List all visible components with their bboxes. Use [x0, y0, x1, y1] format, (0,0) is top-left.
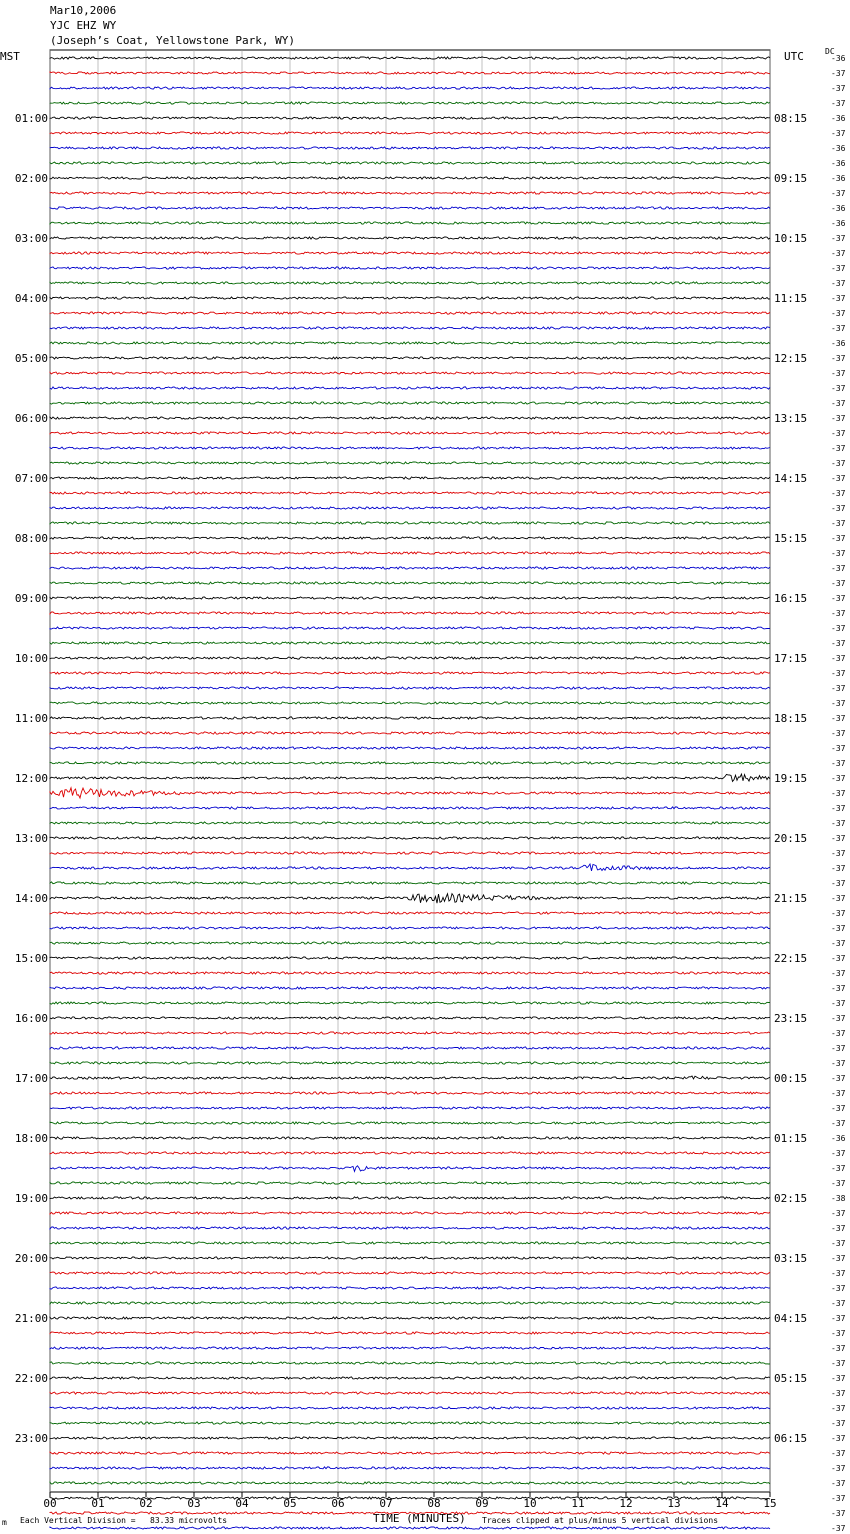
- trace-line: [50, 1497, 770, 1499]
- trace-line: [50, 357, 770, 359]
- x-tick-label: 15: [763, 1497, 777, 1510]
- trace-line: [50, 1166, 770, 1172]
- dc-offset-label: -36: [831, 54, 846, 63]
- dc-offset-label: -37: [831, 609, 846, 618]
- dc-offset-label: -37: [831, 654, 846, 663]
- dc-offset-label: -37: [831, 894, 846, 903]
- dc-offset-label: -36: [831, 114, 846, 123]
- dc-offset-label: -36: [831, 204, 846, 213]
- dc-offset-label: -37: [831, 684, 846, 693]
- trace-line: [50, 1527, 770, 1529]
- dc-offset-label: -37: [831, 534, 846, 543]
- dc-offset-label: -36: [831, 159, 846, 168]
- trace-line: [50, 822, 770, 824]
- trace-line: [50, 102, 770, 104]
- trace-line: [50, 1047, 770, 1049]
- dc-offset-label: -37: [831, 414, 846, 423]
- x-tick-label: 13: [667, 1497, 681, 1510]
- right-hour-label: 05:15: [774, 1372, 808, 1385]
- left-hour-label: 21:00: [14, 1312, 48, 1325]
- dc-offset-label: -37: [831, 909, 846, 918]
- dc-offset-label: -37: [831, 1464, 846, 1473]
- dc-offset-label: -37: [831, 279, 846, 288]
- trace-line: [50, 462, 770, 464]
- dc-offset-label: -37: [831, 1119, 846, 1128]
- scale-marker: m: [2, 1518, 7, 1527]
- left-hour-label: 18:00: [14, 1132, 48, 1145]
- dc-offset-label: -37: [831, 924, 846, 933]
- x-tick-label: 03: [187, 1497, 201, 1510]
- dc-offset-label: -37: [831, 1149, 846, 1158]
- dc-offset-label: -37: [831, 759, 846, 768]
- left-hour-label: 16:00: [14, 1012, 48, 1025]
- right-hour-label: 01:15: [774, 1132, 808, 1145]
- trace-line: [50, 192, 770, 194]
- dc-offset-label: -37: [831, 954, 846, 963]
- trace-line: [50, 1467, 770, 1469]
- dc-offset-label: -37: [831, 369, 846, 378]
- left-hour-label: 14:00: [14, 892, 48, 905]
- plot-frame: [50, 50, 770, 1492]
- x-tick-label: 09: [475, 1497, 489, 1510]
- trace-line: [50, 267, 770, 269]
- right-hour-label: 14:15: [774, 472, 808, 485]
- dc-offset-label: -37: [831, 1074, 846, 1083]
- trace-line: [50, 1107, 770, 1109]
- dc-offset-label: -37: [831, 129, 846, 138]
- dc-offset-label: -37: [831, 1059, 846, 1068]
- dc-offset-label: -37: [831, 504, 846, 513]
- trace-line: [50, 1452, 770, 1454]
- right-timezone-label: UTC: [784, 50, 804, 63]
- right-hour-label: 09:15: [774, 172, 808, 185]
- dc-offset-label: -37: [831, 519, 846, 528]
- x-axis-title: TIME (MINUTES): [373, 1512, 466, 1525]
- dc-offset-label: -37: [831, 864, 846, 873]
- left-hour-label: 20:00: [14, 1252, 48, 1265]
- dc-offset-label: -37: [831, 744, 846, 753]
- trace-line: [50, 942, 770, 944]
- x-tick-label: 14: [715, 1497, 729, 1510]
- left-hour-label: 13:00: [14, 832, 48, 845]
- trace-line: [50, 702, 770, 704]
- dc-offset-label: -36: [831, 174, 846, 183]
- dc-offset-label: -37: [831, 264, 846, 273]
- left-hour-label: 17:00: [14, 1072, 48, 1085]
- dc-offset-label: -37: [831, 789, 846, 798]
- trace-line: [50, 507, 770, 509]
- dc-offset-label: -37: [831, 1254, 846, 1263]
- chart-date: Mar10,2006: [50, 4, 117, 17]
- right-hour-label: 08:15: [774, 112, 808, 125]
- x-tick-label: 01: [91, 1497, 105, 1510]
- trace-line: [50, 552, 770, 554]
- trace-line: [50, 222, 770, 224]
- right-hour-label: 03:15: [774, 1252, 808, 1265]
- dc-offset-label: -37: [831, 1314, 846, 1323]
- right-hour-label: 23:15: [774, 1012, 808, 1025]
- right-hour-label: 13:15: [774, 412, 808, 425]
- trace-line: [50, 372, 770, 374]
- dc-offset-label: -37: [831, 564, 846, 573]
- trace-line: [50, 1287, 770, 1289]
- left-hour-label: 07:00: [14, 472, 48, 485]
- trace-line: [50, 788, 770, 798]
- dc-offset-label: -37: [831, 984, 846, 993]
- left-timezone-label: MST: [0, 50, 20, 63]
- trace-line: [50, 297, 770, 299]
- dc-offset-label: -37: [831, 879, 846, 888]
- dc-offset-label: -37: [831, 429, 846, 438]
- trace-line: [50, 342, 770, 344]
- trace-line: [50, 567, 770, 569]
- trace-line: [50, 237, 770, 239]
- dc-offset-label: -37: [831, 849, 846, 858]
- trace-line: [50, 1302, 770, 1304]
- trace-line: [50, 177, 770, 179]
- x-tick-label: 06: [331, 1497, 345, 1510]
- trace-line: [50, 1272, 770, 1274]
- right-hour-label: 12:15: [774, 352, 808, 365]
- left-hour-label: 03:00: [14, 232, 48, 245]
- dc-offset-label: -37: [831, 1164, 846, 1173]
- trace-line: [50, 1242, 770, 1244]
- dc-offset-label: -37: [831, 489, 846, 498]
- station-code: YJC EHZ WY: [50, 19, 117, 32]
- dc-offset-label: -37: [831, 1374, 846, 1383]
- trace-line: [50, 864, 770, 871]
- trace-line: [50, 327, 770, 329]
- trace-line: [50, 1032, 770, 1034]
- trace-line: [50, 492, 770, 494]
- station-location: (Joseph’s Coat, Yellowstone Park, WY): [50, 34, 296, 47]
- trace-line: [50, 657, 770, 659]
- trace-line: [50, 627, 770, 629]
- trace-line: [50, 1092, 770, 1094]
- x-tick-label: 07: [379, 1497, 393, 1510]
- dc-offset-label: -37: [831, 774, 846, 783]
- dc-offset-label: -37: [831, 444, 846, 453]
- right-hour-label: 16:15: [774, 592, 808, 605]
- dc-offset-label: -37: [831, 699, 846, 708]
- dc-offset-label: -37: [831, 189, 846, 198]
- x-tick-label: 08: [427, 1497, 441, 1510]
- dc-offset-label: -37: [831, 834, 846, 843]
- x-tick-label: 05: [283, 1497, 297, 1510]
- dc-offset-label: -37: [831, 1494, 846, 1503]
- dc-offset-label: -37: [831, 294, 846, 303]
- trace-line: [50, 87, 770, 89]
- dc-offset-label: -37: [831, 639, 846, 648]
- dc-offset-label: -37: [831, 1389, 846, 1398]
- right-hour-label: 17:15: [774, 652, 808, 665]
- trace-line: [50, 1076, 770, 1079]
- left-hour-label: 02:00: [14, 172, 48, 185]
- trace-line: [50, 882, 770, 884]
- dc-offset-label: -37: [831, 69, 846, 78]
- trace-line: [50, 432, 770, 434]
- trace-line: [50, 912, 770, 914]
- dc-label: DC: [825, 47, 835, 56]
- trace-line: [50, 987, 770, 989]
- trace-line: [50, 1182, 770, 1184]
- dc-offset-label: -37: [831, 459, 846, 468]
- trace-line: [50, 687, 770, 689]
- trace-line: [50, 732, 770, 734]
- trace-line: [50, 927, 770, 929]
- trace-line: [50, 1212, 770, 1214]
- trace-line: [50, 1407, 770, 1409]
- dc-offset-label: -36: [831, 144, 846, 153]
- trace-line: [50, 1362, 770, 1364]
- left-hour-label: 12:00: [14, 772, 48, 785]
- left-hour-label: 08:00: [14, 532, 48, 545]
- left-hour-label: 15:00: [14, 952, 48, 965]
- trace-line: [50, 1392, 770, 1394]
- trace-line: [50, 1122, 770, 1124]
- dc-offset-label: -37: [831, 249, 846, 258]
- left-hour-label: 06:00: [14, 412, 48, 425]
- trace-line: [50, 642, 770, 644]
- x-tick-label: 00: [43, 1497, 57, 1510]
- trace-line: [50, 1482, 770, 1484]
- trace-line: [50, 1332, 770, 1334]
- right-hour-label: 02:15: [774, 1192, 808, 1205]
- trace-line: [50, 1437, 770, 1439]
- trace-line: [50, 972, 770, 974]
- dc-offset-label: -37: [831, 474, 846, 483]
- dc-offset-label: -36: [831, 1134, 846, 1143]
- left-hour-label: 19:00: [14, 1192, 48, 1205]
- dc-offset-label: -37: [831, 1509, 846, 1518]
- right-hour-label: 04:15: [774, 1312, 808, 1325]
- trace-line: [50, 117, 770, 119]
- trace-line: [50, 1002, 770, 1004]
- dc-offset-label: -37: [831, 579, 846, 588]
- dc-offset-label: -37: [831, 999, 846, 1008]
- right-hour-label: 10:15: [774, 232, 808, 245]
- dc-offset-label: -37: [831, 354, 846, 363]
- trace-line: [50, 1377, 770, 1379]
- dc-offset-label: -37: [831, 309, 846, 318]
- clip-note: Traces clipped at plus/minus 5 vertical divisions: [482, 1516, 719, 1525]
- trace-line: [50, 477, 770, 479]
- trace-line: [50, 132, 770, 134]
- dc-offset-label: -37: [831, 1419, 846, 1428]
- dc-offset-label: -37: [831, 1179, 846, 1188]
- trace-line: [50, 747, 770, 749]
- trace-line: [50, 1062, 770, 1064]
- dc-offset-label: -37: [831, 1224, 846, 1233]
- dc-offset-label: -37: [831, 384, 846, 393]
- x-tick-label: 10: [523, 1497, 537, 1510]
- trace-line: [50, 894, 770, 904]
- dc-offset-label: -37: [831, 1104, 846, 1113]
- dc-offset-label: -37: [831, 324, 846, 333]
- trace-line: [50, 1422, 770, 1424]
- trace-line: [50, 1152, 770, 1154]
- dc-offset-label: -37: [831, 84, 846, 93]
- dc-offset-label: -37: [831, 1044, 846, 1053]
- trace-line: [50, 207, 770, 209]
- right-hour-label: 18:15: [774, 712, 808, 725]
- dc-offset-label: -37: [831, 1269, 846, 1278]
- trace-line: [50, 1347, 770, 1349]
- dc-offset-label: -37: [831, 1209, 846, 1218]
- left-hour-label: 10:00: [14, 652, 48, 665]
- dc-offset-label: -37: [831, 1014, 846, 1023]
- trace-line: [50, 57, 770, 59]
- right-hour-label: 06:15: [774, 1432, 808, 1445]
- left-hour-label: 04:00: [14, 292, 48, 305]
- dc-offset-label: -37: [831, 1029, 846, 1038]
- trace-line: [50, 252, 770, 254]
- trace-line: [50, 837, 770, 839]
- trace-line: [50, 537, 770, 539]
- x-tick-label: 02: [139, 1497, 153, 1510]
- trace-line: [50, 852, 770, 854]
- dc-offset-label: -37: [831, 234, 846, 243]
- dc-offset-label: -37: [831, 969, 846, 978]
- trace-line: [50, 387, 770, 389]
- x-tick-label: 11: [571, 1497, 585, 1510]
- dc-offset-label: -37: [831, 549, 846, 558]
- dc-offset-label: -37: [831, 1479, 846, 1488]
- trace-line: [50, 417, 770, 419]
- dc-offset-label: -37: [831, 1344, 846, 1353]
- dc-offset-label: -37: [831, 1449, 846, 1458]
- dc-offset-label: -37: [831, 1239, 846, 1248]
- trace-line: [50, 774, 770, 781]
- trace-line: [50, 762, 770, 764]
- right-hour-label: 00:15: [774, 1072, 808, 1085]
- left-hour-label: 22:00: [14, 1372, 48, 1385]
- dc-offset-label: -37: [831, 669, 846, 678]
- right-hour-label: 22:15: [774, 952, 808, 965]
- dc-offset-label: -37: [831, 1524, 846, 1533]
- trace-line: [50, 597, 770, 599]
- dc-offset-label: -37: [831, 1329, 846, 1338]
- right-hour-label: 19:15: [774, 772, 808, 785]
- left-hour-label: 05:00: [14, 352, 48, 365]
- right-hour-label: 20:15: [774, 832, 808, 845]
- dc-offset-label: -37: [831, 714, 846, 723]
- trace-line: [50, 582, 770, 584]
- dc-offset-label: -37: [831, 624, 846, 633]
- dc-offset-label: -38: [831, 1194, 846, 1203]
- trace-line: [50, 1227, 770, 1229]
- trace-line: [50, 72, 770, 74]
- left-hour-label: 09:00: [14, 592, 48, 605]
- right-hour-label: 15:15: [774, 532, 808, 545]
- dc-offset-label: -37: [831, 399, 846, 408]
- left-hour-label: 11:00: [14, 712, 48, 725]
- trace-line: [50, 402, 770, 404]
- trace-line: [50, 1137, 770, 1139]
- trace-line: [50, 162, 770, 164]
- trace-line: [50, 312, 770, 314]
- trace-line: [50, 807, 770, 809]
- x-tick-label: 04: [235, 1497, 249, 1510]
- dc-offset-label: -36: [831, 219, 846, 228]
- trace-line: [50, 672, 770, 674]
- right-hour-label: 11:15: [774, 292, 808, 305]
- trace-line: [50, 1317, 770, 1319]
- trace-line: [50, 612, 770, 614]
- trace-line: [50, 282, 770, 284]
- dc-offset-label: -37: [831, 1284, 846, 1293]
- left-hour-label: 01:00: [14, 112, 48, 125]
- trace-line: [50, 1197, 770, 1199]
- trace-line: [50, 717, 770, 719]
- dc-offset-label: -37: [831, 819, 846, 828]
- trace-line: [50, 1017, 770, 1019]
- dc-offset-label: -37: [831, 1434, 846, 1443]
- trace-line: [50, 957, 770, 959]
- trace-line: [50, 447, 770, 449]
- dc-offset-label: -37: [831, 594, 846, 603]
- dc-offset-label: -36: [831, 339, 846, 348]
- dc-offset-label: -37: [831, 99, 846, 108]
- dc-offset-label: -37: [831, 1299, 846, 1308]
- trace-line: [50, 1257, 770, 1259]
- trace-line: [50, 522, 770, 524]
- x-tick-label: 12: [619, 1497, 633, 1510]
- dc-offset-label: -37: [831, 939, 846, 948]
- dc-offset-label: -37: [831, 1089, 846, 1098]
- dc-offset-label: -37: [831, 729, 846, 738]
- right-hour-label: 21:15: [774, 892, 808, 905]
- vertical-division-note: Each Vertical Division = 83.33 microvolts: [20, 1516, 228, 1525]
- dc-offset-label: -37: [831, 1359, 846, 1368]
- dc-offset-label: -37: [831, 1404, 846, 1413]
- dc-offset-label: -37: [831, 804, 846, 813]
- trace-line: [50, 147, 770, 149]
- left-hour-label: 23:00: [14, 1432, 48, 1445]
